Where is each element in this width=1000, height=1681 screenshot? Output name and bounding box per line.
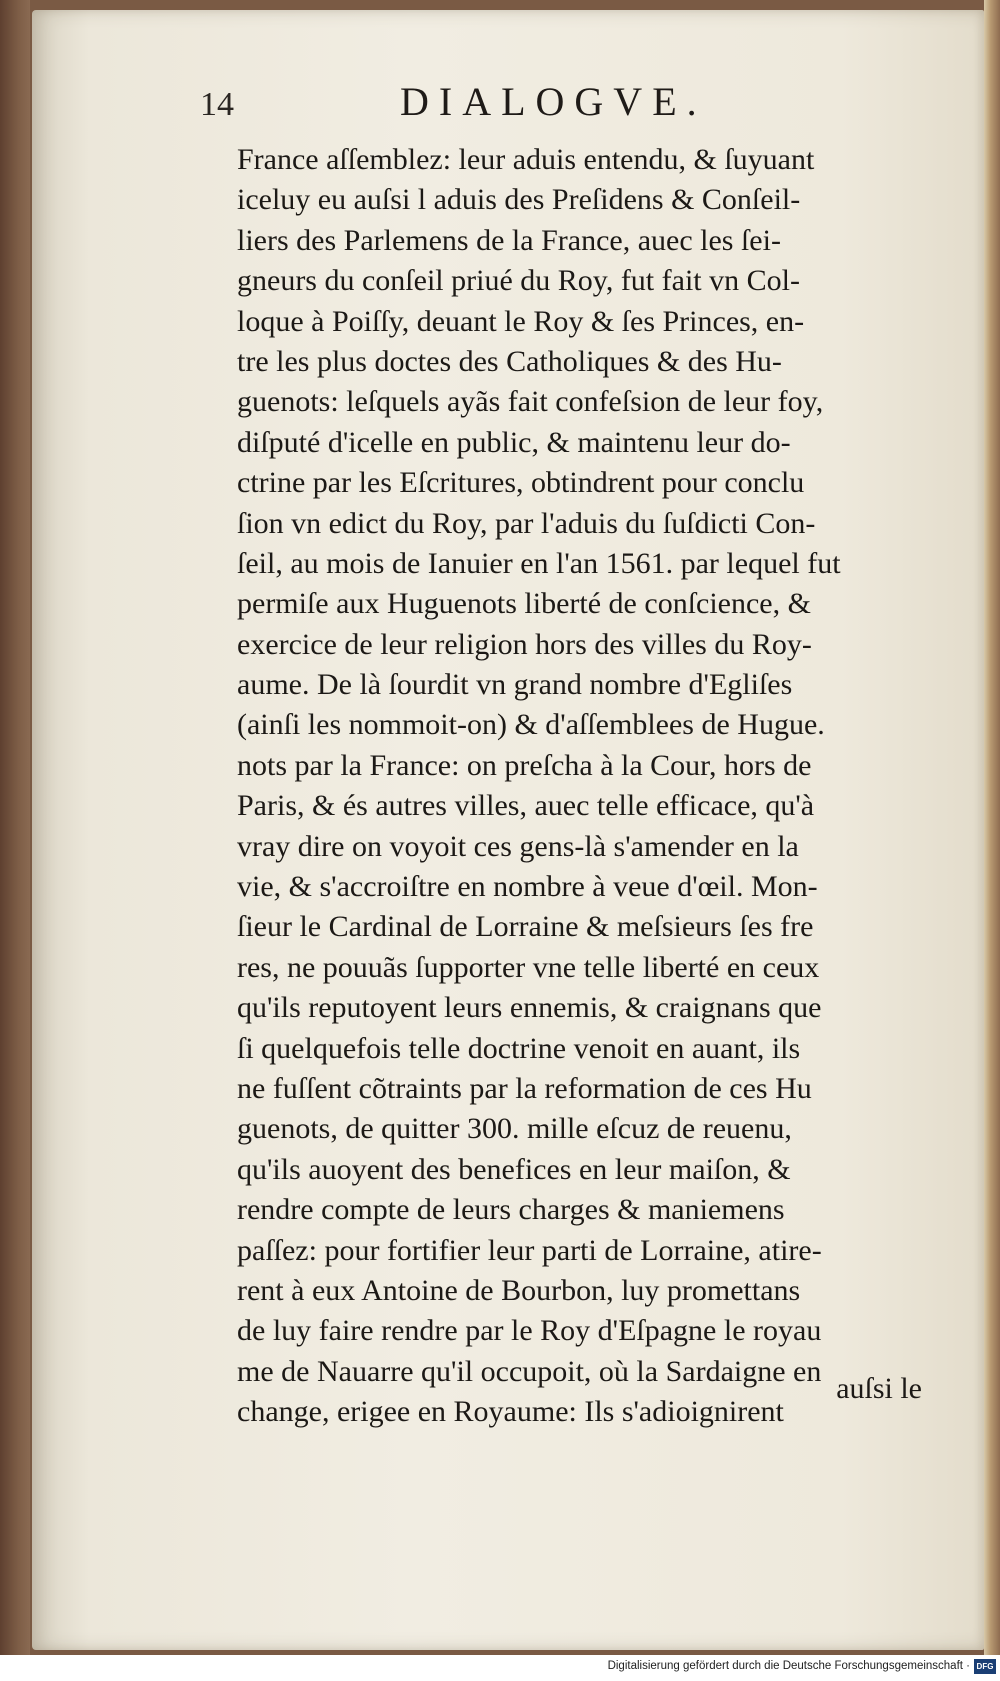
text-line: permiſe aux Huguenots liberté de conſcience, &	[237, 587, 811, 621]
text-line: liers des Parlemens de la France, auec les ſei-	[237, 223, 781, 257]
text-line: loque à Poiſſy, deuant le Roy & ſes Princes, en-	[237, 304, 805, 338]
text-line: nots par la France: on preſcha à la Cour, hors de	[237, 748, 812, 782]
text-line: de luy faire rendre par le Roy d'Eſpagne le royau	[237, 1314, 822, 1348]
text-line: vie, & s'accroiſtre en nombre à veue d'œil. Mon-	[237, 870, 818, 904]
text-line: vray dire on voyoit ces gens-là s'amender en la	[237, 829, 799, 863]
funding-credit: Digitalisierung gefördert durch die Deutsche Forschungsgemeinschaft ·	[607, 1660, 970, 1672]
page-header	[200, 78, 960, 138]
text-line: change, erigee en Royaume: Ils s'adioignirent	[237, 1395, 784, 1429]
running-title: DIALOGVE.	[400, 79, 707, 124]
text-line: tre les plus doctes des Catholiques & des Hu-	[237, 344, 782, 378]
text-line: paſſez: pour fortifier leur parti de Lorraine, atire-	[237, 1233, 822, 1267]
text-line: ſion vn edict du Roy, par l'aduis du ſuſdicti Con-	[237, 506, 816, 540]
text-line: ſi quelquefois telle doctrine venoit en auant, ils	[237, 1031, 801, 1065]
digitization-footer	[0, 1655, 1000, 1681]
page-number: 14	[200, 86, 234, 123]
text-line: guenots, de quitter 300. mille eſcuz de reuenu,	[237, 1112, 792, 1146]
book-cover-left-edge	[0, 0, 30, 1655]
book-page	[32, 10, 984, 1650]
text-line: ne fuſſent cõtraints par la reformation de ces Hu	[237, 1071, 812, 1105]
catchword: auſsi le	[836, 1372, 922, 1405]
text-line: ctrine par les Eſcritures, obtindrent pour conclu	[237, 466, 805, 500]
text-line: exercice de leur religion hors des villes du Roy-	[237, 627, 812, 661]
text-line: guenots: leſquels ayãs fait confeſsion de leur foy,	[237, 385, 824, 419]
text-line: res, ne pouuãs ſupporter vne telle liberté en ceux	[237, 950, 820, 984]
text-line: France aſſemblez: leur aduis entendu, & ſuyuant	[237, 143, 815, 176]
text-line: qu'ils reputoyent leurs ennemis, & craignans que	[237, 991, 822, 1025]
text-line: iceluy eu auſsi l aduis des Preſidens & Conſeil-	[237, 183, 801, 217]
text-line: gneurs du conſeil priué du Roy, fut fait vn Col-	[237, 264, 800, 298]
text-line: rent à eux Antoine de Bourbon, luy promettans	[237, 1273, 801, 1307]
dfg-logo-icon: DFG	[974, 1659, 996, 1674]
text-line: aume. De là ſourdit vn grand nombre d'Egliſes	[237, 668, 793, 702]
text-line: ſeil, au mois de Ianuier en l'an 1561. par lequel fut	[237, 546, 841, 580]
text-line: rendre compte de leurs charges & maniemens	[237, 1193, 785, 1227]
text-line: me de Nauarre qu'il occupoit, où la Sardaigne en	[237, 1354, 822, 1388]
body-text	[237, 140, 967, 1433]
text-line: diſputé d'icelle en public, & maintenu leur do-	[237, 425, 791, 459]
text-line: qu'ils auoyent des benefices en leur maiſon, &	[237, 1152, 791, 1186]
text-line: Paris, & és autres villes, auec telle efficace, qu'à	[237, 789, 815, 823]
book-cover-right-edge	[984, 0, 1000, 1655]
text-line: (ainſi les nommoit-on) & d'aſſemblees de Hugue.	[237, 708, 825, 742]
text-line: ſieur le Cardinal de Lorraine & meſsieurs ſes fre	[237, 910, 814, 944]
